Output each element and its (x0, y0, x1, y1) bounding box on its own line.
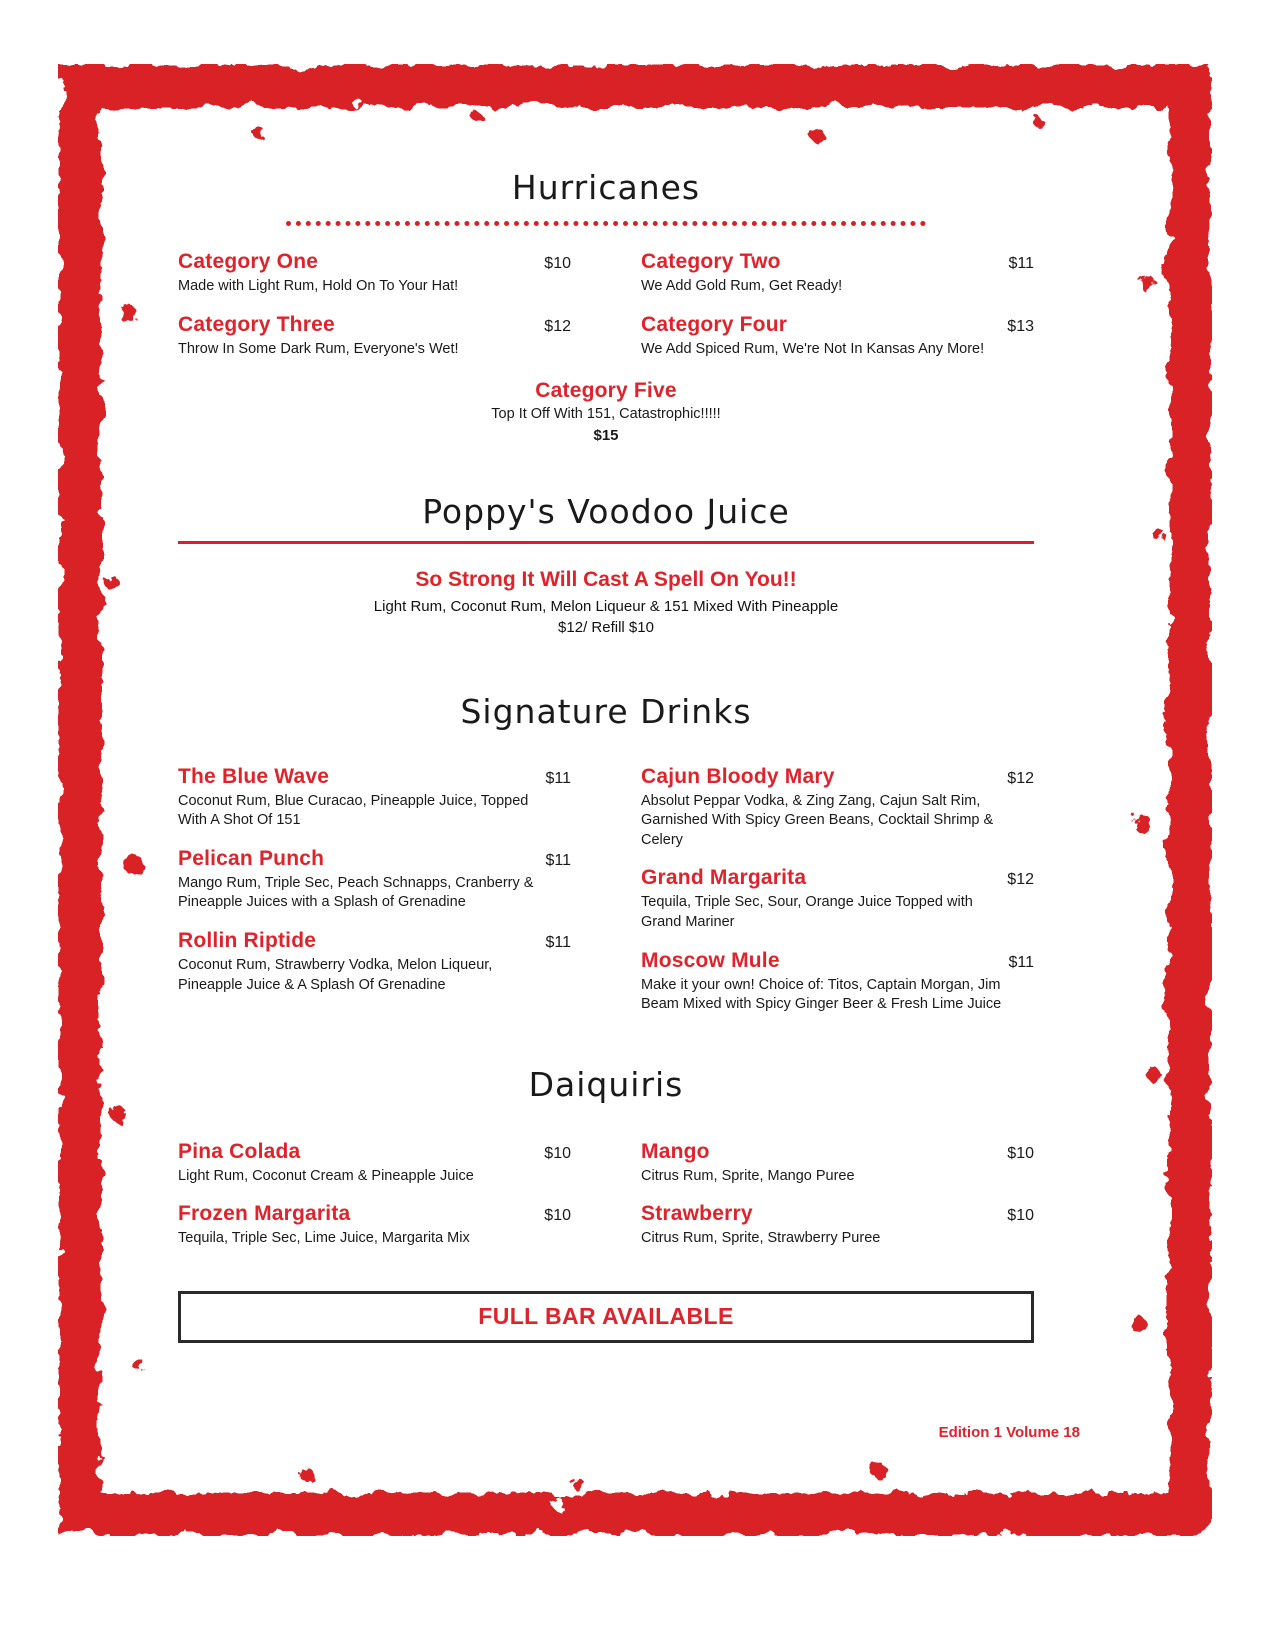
item-name: Pina Colada (178, 1139, 301, 1163)
item-price: $15 (593, 426, 619, 444)
menu-item-strawberry (641, 1202, 1034, 1249)
hurricanes-title: Hurricanes (511, 168, 701, 207)
item-desc: Tequila, Triple Sec, Lime Juice, Margarita Mix (178, 1230, 470, 1247)
voodoo-title: Poppy's Voodoo Juice (422, 491, 790, 531)
item-desc: Coconut Rum, Blue Curacao, Pineapple Juice, Topped With A Shot Of 151 (178, 792, 529, 829)
section-signature-drinks (178, 692, 1034, 1031)
menu-page (178, 168, 1034, 1343)
menu-item-mango (641, 1140, 1034, 1187)
item-desc: Mango Rum, Triple Sec, Peach Schnapps, Cranberry & Pineapple Juices with a Splash of Grenadine (178, 874, 534, 911)
menu-item-category-four (641, 313, 1034, 360)
voodoo-desc: Light Rum, Coconut Rum, Melon Liqueur & 151 Mixed With Pineapple (373, 597, 839, 615)
menu-item-blue-wave (178, 765, 571, 831)
menu-item-category-two (641, 250, 1034, 297)
menu-item-frozen-margarita (178, 1202, 571, 1249)
item-name: Category Three (178, 312, 335, 336)
item-price: $13 (1007, 317, 1034, 335)
item-desc: We Add Spiced Rum, We're Not In Kansas Any More! (641, 340, 985, 357)
red-rule (178, 541, 1034, 544)
item-name: Category Four (641, 312, 788, 336)
item-desc: Coconut Rum, Strawberry Vodka, Melon Liqueur, Pineapple Juice & A Splash Of Grenadine (178, 956, 493, 993)
menu-item-moscow-mule (641, 949, 1034, 1015)
item-name: Frozen Margarita (178, 1202, 351, 1226)
item-desc: Make it your own! Choice of: Titos, Captain Morgan, Jim Beam Mixed with Spicy Ginger Beer & Fresh Lime Juice (641, 976, 1002, 1013)
item-price: $10 (1007, 1207, 1034, 1225)
item-desc: Made with Light Rum, Hold On To Your Hat! (178, 278, 459, 294)
item-name: The Blue Wave (178, 764, 330, 788)
full-bar-banner (178, 1291, 1034, 1343)
item-desc: Throw In Some Dark Rum, Everyone's Wet! (178, 340, 459, 357)
item-price: $11 (545, 933, 571, 951)
menu-item-cajun-bloody-mary (641, 765, 1034, 851)
item-name: Pelican Punch (178, 846, 325, 870)
item-name: Cajun Bloody Mary (641, 764, 835, 788)
voodoo-price: $12/ Refill $10 (558, 618, 654, 636)
item-name: Category Five (535, 379, 677, 403)
item-price: $11 (1008, 953, 1034, 971)
item-desc: Citrus Rum, Sprite, Mango Puree (641, 1167, 855, 1184)
item-desc: Absolut Peppar Vodka, & Zing Zang, Cajun Salt Rim, Garnished With Spicy Green Beans, Cocktail Shrimp & Celery (641, 792, 994, 848)
item-desc: We Add Gold Rum, Get Ready! (641, 278, 843, 294)
item-desc: Citrus Rum, Sprite, Strawberry Puree (641, 1230, 881, 1247)
item-name: Moscow Mule (641, 948, 780, 972)
item-price: $11 (1008, 255, 1034, 272)
menu-item-category-three (178, 313, 571, 360)
item-desc: Tequila, Triple Sec, Sour, Orange Juice Topped with Grand Mariner (641, 894, 973, 930)
item-price: $12 (1007, 871, 1034, 889)
signature-title: Signature Drinks (460, 691, 752, 731)
item-desc: Light Rum, Coconut Cream & Pineapple Juice (178, 1167, 474, 1184)
menu-item-grand-margarita (641, 866, 1034, 932)
voodoo-tagline: So Strong It Will Cast A Spell On You!! (415, 567, 797, 591)
dotted-separator (286, 221, 926, 226)
item-name: Category Two (641, 250, 781, 273)
item-name: Category One (178, 250, 319, 273)
menu-item-pelican-punch (178, 847, 571, 913)
item-price: $10 (544, 255, 571, 272)
item-price: $12 (1007, 769, 1034, 787)
item-price: $10 (544, 1144, 571, 1162)
item-name: Grand Margarita (641, 866, 807, 890)
item-name: Strawberry (641, 1202, 753, 1226)
menu-item-pina-colada (178, 1140, 571, 1187)
item-price: $11 (545, 769, 571, 787)
item-price: $10 (544, 1207, 571, 1225)
menu-item-category-five (178, 379, 1034, 444)
full-bar-text: FULL BAR AVAILABLE (478, 1302, 734, 1329)
menu-item-category-one (178, 250, 571, 297)
menu-item-rollin-riptide (178, 929, 571, 995)
section-daiquiris (178, 1065, 1034, 1265)
edition-label: Edition 1 Volume 18 (938, 1424, 1080, 1441)
item-price: $12 (544, 317, 571, 335)
daiquiris-title: Daiquiris (528, 1064, 684, 1104)
item-desc: Top It Off With 151, Catastrophic!!!!! (491, 406, 721, 423)
item-name: Mango (641, 1139, 710, 1163)
item-price: $10 (1007, 1144, 1034, 1162)
section-hurricanes (178, 168, 1034, 444)
item-price: $11 (545, 851, 571, 869)
item-name: Rollin Riptide (178, 928, 317, 952)
section-voodoo-juice (178, 492, 1034, 636)
